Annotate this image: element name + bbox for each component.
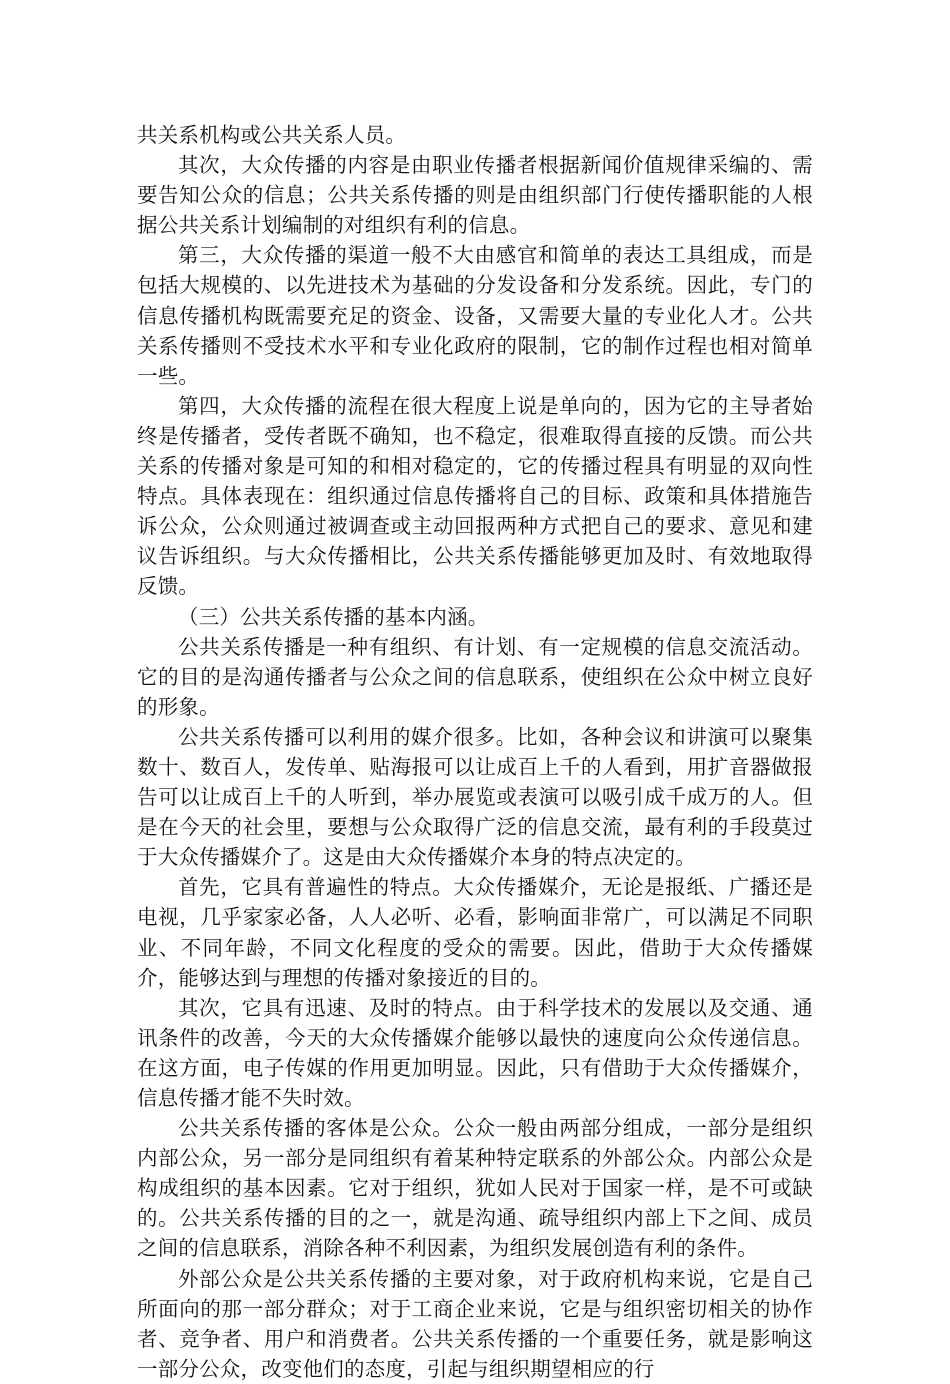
paragraph-external-public: 外部公众是公共关系传播的主要对象，对于政府机构来说，它是自己所面向的那一部分群众；对于工商企业来说，它是与组织密切相关的协作者、竞争者、用户和消费者。公共关系传播的一个重要任务，就是影响这一部分公众，改变他们的态度，引起与组织期望相应的行: [137, 1266, 813, 1381]
paragraph-continuation: 共关系机构或公共关系人员。: [137, 123, 407, 147]
paragraph-timeliness: 其次，它具有迅速、及时的特点。由于科学技术的发展以及交通、通讯条件的改善，今天的大众传播媒介能够以最快的速度向公众传递信息。在这方面，电子传媒的作用更加明显。因此，只有借助于大众传播媒介，信息传播才能不失时效。: [137, 995, 813, 1110]
paragraph-internal-public: 公共关系传播的客体是公众。公众一般由两部分组成，一部分是组织内部公众，另一部分是同组织有着某种特定联系的外部公众。内部公众是构成组织的基本因素。它对于组织，犹如人民对于国家一样，是不可或缺的。公共关系传播的目的之一，就是沟通、疏导组织内部上下之间、成员之间的信息联系，消除各种不利因素，为组织发展创造有利的条件。: [137, 1116, 813, 1261]
paragraph-flow-difference: 第四，大众传播的流程在很大程度上说是单向的，因为它的主导者始终是传播者，受传者既不确知，也不稳定，很难取得直接的反馈。而公共关系的传播对象是可知的和相对稳定的，它的传播过程具有明显的双向性特点。具体表现在：组织通过信息传播将自己的目标、政策和具体措施告诉公众，公众则通过被调查或主动回报两种方式把自己的要求、意见和建议告诉组织。与大众传播相比，公共关系传播能够更加及时、有效地取得反馈。: [137, 393, 813, 599]
paragraph-universality: 首先，它具有普遍性的特点。大众传播媒介，无论是报纸、广播还是电视，几乎家家必备，人人必听、必看，影响面非常广，可以满足不同职业、不同年龄，不同文化程度的受众的需要。因此，借助于大众传播媒介，能够达到与理想的传播对象接近的目的。: [137, 875, 813, 990]
paragraph-definition: 公共关系传播是一种有组织、有计划、有一定规模的信息交流活动。它的目的是沟通传播者与公众之间的信息联系，使组织在公众中树立良好的形象。: [137, 634, 813, 719]
section-heading-basic-connotation: （三）公共关系传播的基本内涵。: [178, 604, 489, 629]
paragraph-channel-difference: 第三，大众传播的渠道一般不大由感官和简单的表达工具组成，而是包括大规模的、以先进技术为基础的分发设备和分发系统。因此，专门的信息传播机构既需要充足的资金、设备，又需要大量的专业化人才。公共关系传播则不受技术水平和专业化政府的限制，它的制作过程也相对简单一些。: [137, 243, 813, 388]
paragraph-content-difference: 其次，大众传播的内容是由职业传播者根据新闻价值规律采编的、需要告知公众的信息；公共关系传播的则是由组织部门行使传播职能的人根据公共关系计划编制的对组织有利的信息。: [137, 153, 813, 238]
paragraph-media: 公共关系传播可以利用的媒介很多。比如，各种会议和讲演可以聚集数十、数百人，发传单、贴海报可以让成百上千的人看到，用扩音器做报告可以让成百上千的人听到，举办展览或表演可以吸引成千成万的人。但是在今天的社会里，要想与公众取得广泛的信息交流，最有利的手段莫过于大众传播媒介了。这是由大众传播媒介本身的特点决定的。: [137, 724, 813, 870]
document-body: [137, 120, 813, 1384]
